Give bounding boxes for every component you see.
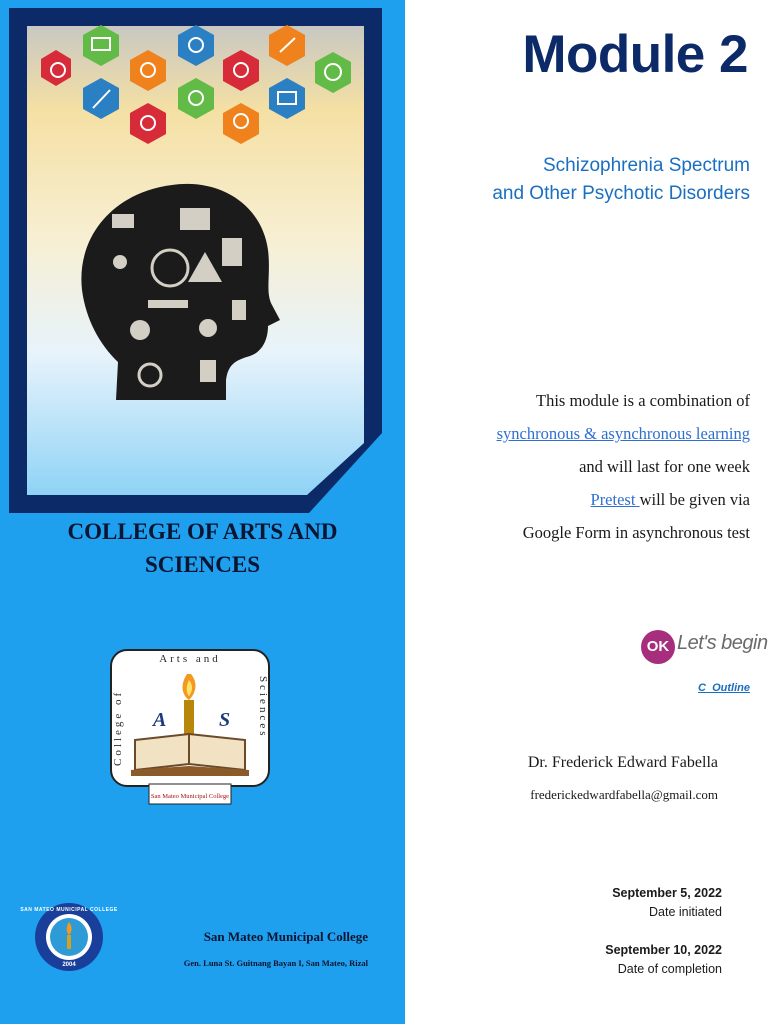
date-completion-label: Date of completion <box>617 962 722 976</box>
college-title: COLLEGE OF ARTS AND SCIENCES <box>67 519 338 577</box>
monitor-icon <box>83 25 119 66</box>
svg-text:A: A <box>153 709 167 731</box>
learning-mode-link[interactable]: synchronous & asynchronous learning <box>496 424 750 443</box>
info-line-4-rest: will be given via <box>639 490 750 509</box>
module-info <box>497 384 750 549</box>
subtitle-line-1: Schizophrenia Spectrum <box>543 155 750 176</box>
date-initiated-block <box>612 884 722 922</box>
info-line-3: and will last for one week <box>579 457 750 476</box>
svg-text:SAN MATEO MUNICIPAL COLLEGE: SAN MATEO MUNICIPAL COLLEGE <box>20 907 118 913</box>
atom-icon <box>315 52 351 93</box>
module-title: Module 2 <box>522 25 748 84</box>
lightbulb-icon <box>223 103 259 144</box>
date-completion: September 10, 2022 <box>605 943 722 957</box>
microscope-icon <box>130 103 166 144</box>
date-completion-block <box>605 941 722 979</box>
info-line-4 <box>497 483 750 516</box>
people-icon <box>130 50 166 91</box>
college-seal <box>20 902 118 972</box>
microscope-icon-a <box>223 50 259 91</box>
svg-text:2004: 2004 <box>62 962 76 968</box>
author-email: frederickedwardfabella@gmail.com <box>530 787 718 802</box>
cover-illustration <box>0 0 405 420</box>
svg-text:S: S <box>219 709 231 731</box>
author-name: Dr. Frederick Edward Fabella <box>527 754 718 771</box>
module-subtitle <box>492 152 750 208</box>
hexagon-icons <box>41 25 351 144</box>
svg-text:College of: College of <box>112 689 124 766</box>
course-outline-link[interactable]: C_Outline <box>698 682 750 694</box>
school-address: Gen. Luna St. Guitnang Bayan I, San Mateo, Rizal <box>183 958 368 968</box>
lets-begin-label[interactable]: Let's begin <box>677 632 768 654</box>
info-line-5: Google Form in asynchronous test <box>522 523 750 542</box>
info-line-2 <box>497 417 750 450</box>
college-logo <box>109 648 271 806</box>
school-name: San Mateo Municipal College <box>203 929 368 944</box>
books-icon <box>269 78 305 119</box>
svg-text:San Mateo Municipal College: San Mateo Municipal College <box>150 793 230 800</box>
svg-text:Sciences: Sciences <box>257 676 269 739</box>
svg-text:Arts and: Arts and <box>159 653 221 665</box>
date-initiated: September 5, 2022 <box>612 886 722 900</box>
flask-icon <box>41 50 71 86</box>
pretest-link[interactable]: Pretest <box>590 490 640 509</box>
info-line-1: This module is a combination of <box>535 391 750 410</box>
ok-badge-icon[interactable]: OK <box>641 630 675 664</box>
head-silhouette-icon <box>81 184 280 400</box>
settings-icon <box>178 78 214 119</box>
gears-icon <box>178 25 214 66</box>
date-initiated-label: Date initiated <box>649 905 722 919</box>
subtitle-line-2: and Other Psychotic Disorders <box>492 183 750 204</box>
